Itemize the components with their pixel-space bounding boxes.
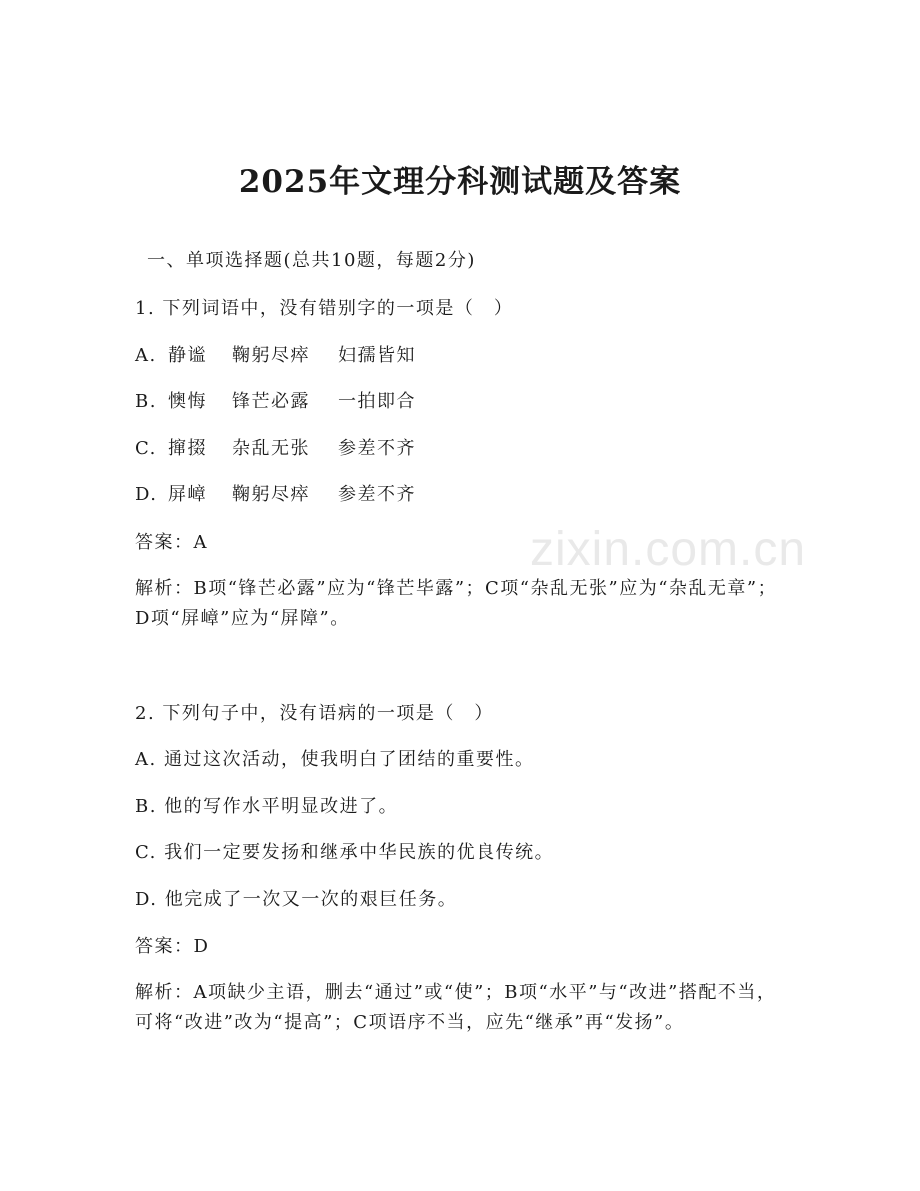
option-word-1: 静谧 <box>168 345 207 366</box>
question-2-option-d: D. 他完成了一次又一次的艰巨任务。 <box>135 889 458 910</box>
option-label: D. <box>135 484 158 505</box>
option-word-1: 屏嶂 <box>168 484 207 505</box>
option-label: A. <box>135 345 157 366</box>
option-word-2: 鞠躬尽瘁 <box>232 484 310 505</box>
question-2-option-a: A. 通过这次活动，使我明白了团结的重要性。 <box>135 749 535 770</box>
option-word-2: 锋芒必露 <box>232 391 310 412</box>
option-word-1: 懊悔 <box>168 391 207 412</box>
question-2-stem: 2. 下列句子中，没有语病的一项是（ ） <box>135 703 494 724</box>
question-1-option-b <box>135 387 416 417</box>
question-2-answer: 答案：D <box>135 936 210 957</box>
question-1-option-c <box>135 434 416 464</box>
option-word-3: 参差不齐 <box>338 438 416 459</box>
question-1-option-d <box>135 480 416 510</box>
option-word-1: 撺掇 <box>168 438 207 459</box>
question-1-answer: 答案：A <box>135 532 208 553</box>
page-title: 2025年文理分科测试题及答案 <box>238 164 682 200</box>
option-label: B. <box>135 391 157 412</box>
option-word-2: 鞠躬尽瘁 <box>232 345 310 366</box>
question-2-option-b: B. 他的写作水平明显改进了。 <box>135 796 399 817</box>
question-2-option-c: C. 我们一定要发扬和继承中华民族的优良传统。 <box>135 842 555 863</box>
option-word-3: 参差不齐 <box>338 484 416 505</box>
section-heading: 一、单项选择题(总共10题，每题2分) <box>147 250 476 271</box>
option-word-2: 杂乱无张 <box>232 438 310 459</box>
watermark: zixin.com.cn <box>530 523 807 576</box>
question-1-option-a <box>135 341 416 371</box>
option-word-3: 一拍即合 <box>338 391 416 412</box>
question-2-analysis: 解析：A项缺少主语，删去“通过”或“使”；B项“水平”与“改进”搭配不当，可将“改进”改为“提高”；C项语序不当，应先“继承”再“发扬”。 <box>135 982 777 1033</box>
question-1-stem: 1. 下列词语中，没有错别字的一项是（ ） <box>135 298 514 319</box>
option-word-3: 妇孺皆知 <box>338 345 416 366</box>
question-1-analysis: 解析：B项“锋芒必露”应为“锋芒毕露”；C项“杂乱无张”应为“杂乱无章”；D项“屏嶂”应为“屏障”。 <box>135 578 778 629</box>
option-label: C. <box>135 438 157 459</box>
